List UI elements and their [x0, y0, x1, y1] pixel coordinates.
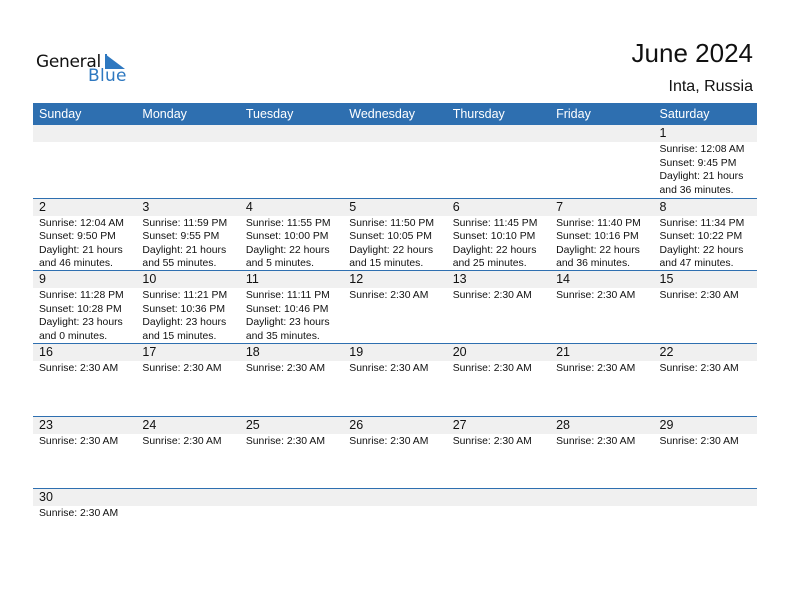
sun-info — [453, 217, 550, 271]
sun-info-line: Daylight: 22 hours — [245, 244, 330, 256]
sun-info — [660, 362, 757, 376]
day-number: 13 — [452, 272, 467, 287]
day-number — [453, 489, 550, 506]
location-label: Inta, Russia — [668, 78, 753, 95]
day-number — [349, 489, 446, 506]
day-cell-30 — [33, 489, 136, 561]
day-cell-8 — [654, 199, 757, 271]
sun-info — [349, 289, 446, 303]
day-cell-12 — [343, 271, 446, 343]
sun-info-line: Sunrise: 12:08 AM — [659, 144, 745, 155]
sun-info — [556, 435, 653, 449]
day-number: 14 — [556, 272, 571, 287]
day-cell-28 — [550, 417, 653, 489]
sun-info-line: Sunrise: 2:30 AM — [659, 363, 739, 375]
day-number: 7 — [556, 199, 564, 214]
day-cell-17 — [136, 344, 239, 416]
sun-info-line: and 46 minutes. — [39, 258, 113, 270]
sun-info-line: Sunrise: 2:30 AM — [39, 363, 119, 375]
sun-info-line: Sunset: 9:45 PM — [659, 157, 737, 169]
sun-info-line: Daylight: 23 hours — [142, 317, 227, 329]
sun-info — [142, 217, 239, 271]
day-number: 2 — [39, 199, 46, 214]
day-cell-19 — [343, 344, 446, 416]
empty-day-cell — [447, 125, 550, 198]
day-number — [660, 489, 757, 506]
sun-info-line: and 5 minutes. — [245, 258, 315, 270]
sun-info — [556, 289, 653, 303]
sun-info-line: and 35 minutes. — [245, 330, 320, 342]
day-number: 12 — [349, 272, 364, 287]
day-number: 15 — [659, 272, 674, 287]
sun-info-line: Sunrise: 2:30 AM — [142, 435, 222, 447]
sun-info-line: Sunset: 10:28 PM — [39, 303, 122, 315]
sun-info-line: Sunset: 10:36 PM — [142, 303, 226, 315]
sun-info — [246, 217, 343, 271]
sun-info-line: Sunrise: 2:30 AM — [245, 435, 325, 447]
sun-info — [246, 435, 343, 449]
day-number: 23 — [39, 417, 53, 432]
weekday-tuesday: Tuesday — [245, 107, 294, 121]
weekday-saturday: Saturday — [659, 107, 710, 121]
sun-info — [349, 217, 446, 271]
week-row — [33, 198, 757, 271]
day-number: 10 — [142, 272, 157, 287]
day-cell-23 — [33, 417, 136, 489]
sun-info-line: Sunrise: 2:30 AM — [452, 435, 532, 447]
sun-info-line: Sunrise: 2:30 AM — [556, 290, 636, 302]
sun-info — [453, 289, 550, 303]
day-number: 21 — [556, 345, 571, 360]
sun-info-line: and 36 minutes. — [659, 184, 734, 196]
sun-info-line: Sunrise: 2:30 AM — [349, 363, 429, 375]
sun-info-line: Sunrise: 11:40 PM — [556, 217, 641, 229]
day-cell-7 — [550, 199, 653, 271]
sun-info-line: Daylight: 22 hours — [452, 244, 537, 256]
sun-info-line: Sunrise: 2:30 AM — [349, 290, 429, 302]
sun-info — [39, 217, 136, 271]
sun-info-line: Daylight: 22 hours — [349, 244, 434, 256]
sun-info-line: Sunset: 10:16 PM — [556, 231, 639, 243]
day-number: 5 — [349, 199, 357, 214]
sun-info — [142, 289, 239, 343]
generalblue-logo — [36, 52, 136, 88]
sun-info-line: Sunrise: 12:04 AM — [39, 217, 124, 229]
sun-info-line: Sunrise: 11:28 PM — [39, 290, 124, 302]
sun-info-line: Sunrise: 2:30 AM — [556, 363, 636, 375]
sun-info-line: and 0 minutes. — [39, 330, 108, 342]
empty-day-cell — [447, 489, 550, 561]
empty-day-cell — [240, 489, 343, 561]
sun-info-line: Sunrise: 11:34 PM — [659, 217, 745, 229]
day-cell-6 — [447, 199, 550, 271]
day-number: 18 — [245, 345, 260, 360]
sun-info — [660, 217, 757, 271]
sun-info-line: Sunset: 10:22 PM — [659, 231, 743, 243]
sun-info-line: Daylight: 22 hours — [556, 244, 640, 256]
week-row — [33, 343, 757, 416]
sun-info-line: Sunrise: 2:30 AM — [349, 435, 429, 447]
sun-info — [246, 289, 343, 343]
day-number — [349, 125, 446, 142]
logo-text-blue: Blue — [88, 66, 127, 86]
day-cell-26 — [343, 417, 446, 489]
sun-info-line: Sunrise: 2:30 AM — [659, 435, 739, 447]
sun-info-line: Daylight: 21 hours — [659, 171, 744, 182]
day-cell-24 — [136, 417, 239, 489]
week-row — [33, 270, 757, 343]
day-number — [142, 489, 239, 506]
sun-info-line: Sunrise: 11:21 PM — [142, 290, 228, 302]
day-number: 25 — [245, 417, 260, 432]
sun-info — [660, 435, 757, 449]
sun-info — [39, 435, 136, 449]
week-row — [33, 488, 757, 561]
day-number — [246, 489, 343, 506]
day-cell-27 — [447, 417, 550, 489]
weekday-thursday: Thursday — [452, 107, 505, 121]
sun-info-line: and 36 minutes. — [556, 258, 631, 270]
day-number: 17 — [142, 345, 157, 360]
empty-day-cell — [343, 125, 446, 198]
sun-info-line: and 15 minutes. — [349, 258, 424, 270]
sun-info-line: Daylight: 23 hours — [39, 317, 123, 329]
logo-text-general: General — [36, 52, 101, 72]
day-cell-4 — [240, 199, 343, 271]
sun-info — [142, 362, 239, 376]
day-cell-18 — [240, 344, 343, 416]
day-number: 6 — [452, 199, 460, 214]
day-number: 1 — [659, 126, 667, 140]
empty-day-cell — [136, 489, 239, 561]
sun-info — [142, 435, 239, 449]
day-number: 8 — [659, 199, 667, 214]
day-cell-16 — [33, 344, 136, 416]
empty-day-cell — [33, 125, 136, 198]
weekday-header — [33, 103, 757, 125]
day-cell-13 — [447, 271, 550, 343]
day-cell-9 — [33, 271, 136, 343]
sun-info — [660, 143, 757, 197]
sun-info-line: Daylight: 23 hours — [245, 317, 330, 329]
day-number: 19 — [349, 345, 364, 360]
day-number: 3 — [142, 199, 150, 214]
sun-info-line: Sunrise: 2:30 AM — [245, 363, 325, 375]
sun-info-line: Sunrise: 11:55 PM — [245, 217, 331, 229]
day-cell-25 — [240, 417, 343, 489]
empty-day-cell — [136, 125, 239, 198]
day-number: 20 — [452, 345, 467, 360]
day-cell-20 — [447, 344, 550, 416]
sun-info — [660, 289, 757, 303]
weekday-friday: Friday — [556, 107, 591, 121]
sun-info-line: Sunrise: 11:45 PM — [452, 217, 538, 229]
day-cell-29 — [654, 417, 757, 489]
sun-info-line: and 25 minutes. — [452, 258, 527, 270]
day-number — [39, 125, 136, 142]
sun-info-line: Sunrise: 2:30 AM — [659, 290, 739, 302]
sun-info-line: and 15 minutes. — [142, 330, 217, 342]
weekday-wednesday: Wednesday — [349, 107, 416, 121]
calendar-grid — [33, 103, 757, 561]
empty-day-cell — [550, 489, 653, 561]
day-number — [142, 125, 239, 142]
day-number — [556, 125, 653, 142]
sun-info — [349, 362, 446, 376]
sun-info-line: Daylight: 22 hours — [659, 244, 744, 256]
day-number — [246, 125, 343, 142]
day-number: 30 — [39, 490, 53, 505]
sun-info — [246, 362, 343, 376]
sun-info-line: Sunrise: 11:59 PM — [142, 217, 228, 229]
sun-info-line: Sunset: 10:46 PM — [245, 303, 329, 315]
day-cell-3 — [136, 199, 239, 271]
day-cell-2 — [33, 199, 136, 271]
sun-info — [39, 289, 136, 343]
sun-info — [39, 507, 136, 521]
page-title: June 2024 — [631, 38, 753, 68]
sun-info-line: Sunrise: 2:30 AM — [556, 435, 636, 447]
sun-info — [453, 435, 550, 449]
day-cell-14 — [550, 271, 653, 343]
day-number: 4 — [245, 199, 253, 214]
day-number: 24 — [142, 417, 157, 432]
sun-info-line: Sunset: 10:10 PM — [452, 231, 536, 243]
sun-info — [39, 362, 136, 376]
day-cell-15 — [654, 271, 757, 343]
sun-info-line: Sunrise: 2:30 AM — [452, 290, 532, 302]
sun-info-line: Sunset: 10:05 PM — [349, 231, 432, 243]
sun-info — [556, 362, 653, 376]
day-number: 11 — [245, 272, 259, 287]
day-number — [453, 125, 550, 142]
sun-info-line: and 47 minutes. — [659, 258, 734, 270]
day-cell-21 — [550, 344, 653, 416]
weekday-sunday: Sunday — [39, 107, 82, 121]
day-cell-10 — [136, 271, 239, 343]
sun-info — [349, 435, 446, 449]
day-number: 16 — [39, 345, 53, 360]
day-number: 26 — [349, 417, 364, 432]
sun-info-line: Daylight: 21 hours — [142, 244, 227, 256]
sun-info-line: Sunrise: 2:30 AM — [39, 508, 119, 520]
sun-info-line: and 55 minutes. — [142, 258, 217, 270]
empty-day-cell — [240, 125, 343, 198]
sun-info-line: Sunrise: 11:11 PM — [245, 290, 330, 302]
week-row — [33, 416, 757, 489]
weekday-monday: Monday — [142, 107, 187, 121]
sun-info-line: Sunrise: 2:30 AM — [142, 363, 222, 375]
empty-day-cell — [343, 489, 446, 561]
day-cell-22 — [654, 344, 757, 416]
sun-info-line: Sunset: 10:00 PM — [245, 231, 329, 243]
day-number — [556, 489, 653, 506]
day-number: 9 — [39, 272, 46, 287]
sun-info-line: Sunrise: 11:50 PM — [349, 217, 434, 229]
calendar-weeks — [33, 125, 757, 561]
empty-day-cell — [654, 489, 757, 561]
day-number: 29 — [659, 417, 674, 432]
sun-info — [453, 362, 550, 376]
day-number: 27 — [452, 417, 467, 432]
sun-info-line: Sunset: 9:55 PM — [142, 231, 220, 243]
day-cell-11 — [240, 271, 343, 343]
day-number: 28 — [556, 417, 571, 432]
sun-info-line: Sunrise: 2:30 AM — [39, 435, 119, 447]
sun-info-line: Sunrise: 2:30 AM — [452, 363, 532, 375]
sun-info-line: Sunset: 9:50 PM — [39, 231, 116, 243]
week-row — [33, 125, 757, 198]
sun-info-line: Daylight: 21 hours — [39, 244, 123, 256]
day-cell-1 — [654, 125, 757, 198]
day-number: 22 — [659, 345, 674, 360]
sun-info — [556, 217, 653, 271]
empty-day-cell — [550, 125, 653, 198]
day-cell-5 — [343, 199, 446, 271]
